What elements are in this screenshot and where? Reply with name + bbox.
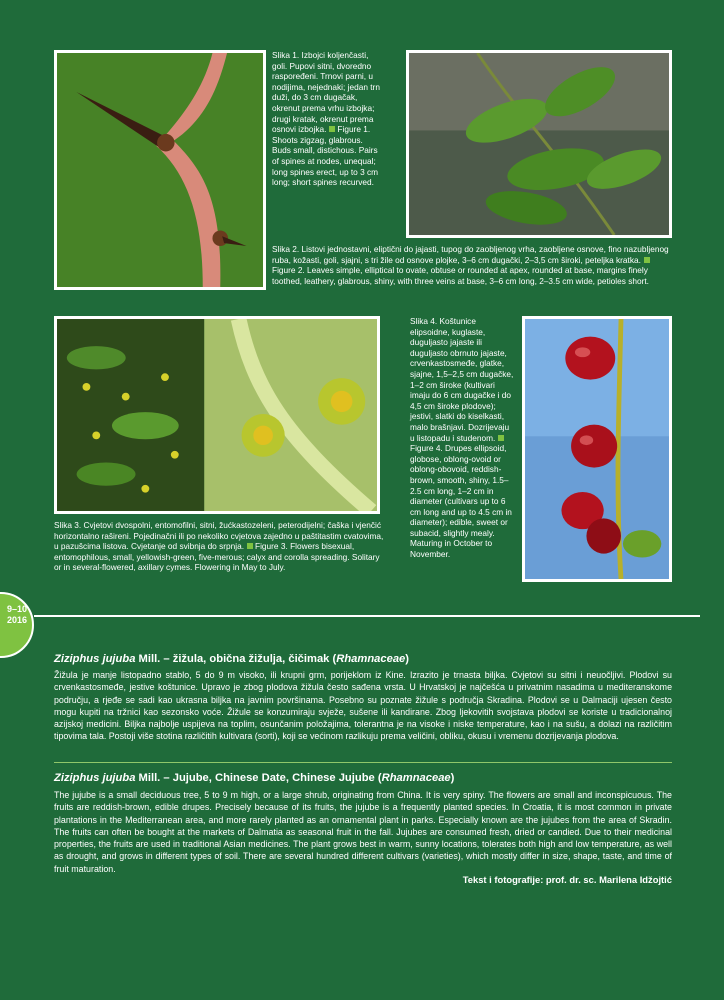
square-marker-icon bbox=[247, 543, 253, 549]
caption-figure-1 bbox=[272, 50, 384, 188]
en-section-text: The jujube is a small deciduous tree, 5 to 9 m high, or a large shrub, originating from China. It is very spiny. The flowers are small and inconspicuous. The fruits are reddish-brown, edible drupes. Precisely because of its fruits, the jujube is a frequently planted species. In Croatia, it is most common in private plantations in the Mediterranean area, and more rarely planted as an ornamental plant in parks. Especially known are the jujubes from the area of Skradin. The fruits can often be bought at the markets of Dalmatia as seasonal fruit in the fall. Jujubes are consumed fresh, dried or candied. Due to their medicinal properties, the fruits are used in traditional Asian medicines. The plant grows best in warm, sunny locations, tolerates both high and low temperature, as well as drought, and grows in different types of soil. There are several hundred different cultivars (varieties), which mostly differ in size, shape, taste, and time of fruit maturation. bbox=[54, 790, 672, 874]
caption-figure-3 bbox=[54, 520, 384, 573]
issue-badge-text bbox=[2, 604, 32, 626]
family-name: Rhamnaceae bbox=[381, 772, 451, 784]
family-name: Rhamnaceae bbox=[336, 653, 406, 665]
en-section-title bbox=[54, 772, 454, 784]
divider bbox=[54, 762, 672, 763]
photo-shoot-spines bbox=[54, 50, 266, 290]
square-marker-icon bbox=[329, 126, 335, 132]
issue-number: 9–10 bbox=[6, 604, 28, 614]
photo-fruits bbox=[522, 316, 672, 582]
caption-figure-2-hr: Slika 2. Listovi jednostavni, eliptični do jajasti, tupog do zaobljenog vrha, zaobljene osnove, fino nazubljenog ruba, kožasti, goli, sjajni, s tri žile od osnove plojke, 3–6 cm dugački, 2–3,5 cm široki, peteljka kratka. bbox=[272, 244, 669, 265]
photo-leaves bbox=[406, 50, 672, 238]
caption-figure-2-en: Figure 2. Leaves simple, elliptical to ovate, obtuse or rounded at apex, rounded at base, margins finely toothed, leathery, glabrous, shiny, with three veins at base, 3–6 cm long, 2–3.5 cm wide, petioles short. bbox=[272, 265, 649, 286]
species-name: Ziziphus jujuba bbox=[54, 772, 136, 784]
caption-figure-4 bbox=[410, 316, 514, 560]
species-name: Ziziphus jujuba bbox=[54, 653, 136, 665]
issue-year: 2016 bbox=[6, 615, 28, 625]
caption-figure-4-hr: Slika 4. Koštunice elipsoidne, kuglaste, duguljasto jajaste ili duguljasto obrnuto jajaste, crvenkastosmeđe, glatke, sjajne, 1,5–2,5 cm dugačke, 1–2 cm široke (kultivari imaju do 6 cm dugačke i do 4,5 cm široke plodove); jestivi, slatki do kiselkasti, malo brašnjavi. Dozrijevaju u listopadu i studenom. bbox=[410, 316, 514, 443]
square-marker-icon bbox=[498, 435, 504, 441]
photo-credit: Tekst i fotografije: prof. dr. sc. Marilena Idžojtić bbox=[462, 874, 672, 885]
title-end: ) bbox=[405, 653, 409, 665]
title-text: Mill. – žižula, obična žižulja, čičimak ( bbox=[135, 653, 337, 665]
caption-figure-1-en: Figure 1. Shoots zigzag, glabrous. Buds small, distichous. Pairs of spines at nodes, unequal; long spines erect, up to 3 cm long; short spines recurved. bbox=[272, 124, 379, 188]
square-marker-icon bbox=[644, 257, 650, 263]
hr-section-title bbox=[54, 653, 409, 665]
title-end: ) bbox=[450, 772, 455, 784]
photo-flowers bbox=[54, 316, 380, 514]
caption-figure-1-hr: Slika 1. Izbojci koljenčasti, goli. Pupovi sitni, dvoredno raspoređeni. Trnovi parni, u nodijima, nejednaki; jedan trn duži, do 3 cm dugačak, okrenut prema vrhu izbojka; drugi kratak, okrenut prema osnovi izbojka. bbox=[272, 50, 380, 135]
hr-section-text: Žižula je manje listopadno stablo, 5 do 9 m visoko, ili krupni grm, porijeklom iz Kine. Izrazito je trnasta biljka. Cvjetovi su sitni i neuočljivi. Plodovi su crvenkastosmeđe, jestive koštunice. Upravo je zbog plodova žižula često sađena vrsta. U Hrvatskoj je najčešća u privatnim nasadima u mediteranskome području, a rjeđe se sadi kao ukrasna biljka na javnim površinama. Posebno su poznate žižule s područja Skradina. Plodovi se u Dalmaciji ujesen često mogu kupiti na tržnici kao sezonsko voće. Žižule se konzumiraju svježe, sušene ili kandirane. Zbog ljekovitih svojstava plodovi se koriste u tradicionalnoj azijskoj medicini. Biljka najbolje uspijeva na toplim, osunčanim položajima, tolerantna je na visoke i niske temperature, kao i na sušu, a dolazi na različitim tipovima tala. Postoji više stotina različitih kultivara (sorti), koji se većinom razlikuju prema veličini, obliku, okusu i vremenu dozrijevanja plodova. bbox=[54, 670, 672, 742]
caption-figure-3-hr: Slika 3. Cvjetovi dvospolni, entomofilni, sitni, žućkastozeleni, peterodijelni; čaška i vjenčić horizontalno rašireni. Pojedinačni ili po nekoliko cvjetova zajedno u paštitastim cvatovima, u pazušcima listova. Cvjetanje od svibnja do srpnja. bbox=[54, 520, 384, 552]
caption-figure-3-en: Figure 3. Flowers bisexual, entomophilous, small, yellowish-green, five-merous; calyx and corolla spreading. Solitary or in several-flowered, axillary cymes. Flowering in May to July. bbox=[54, 541, 380, 573]
caption-figure-2 bbox=[272, 244, 672, 286]
title-text: Mill. – Jujube, Chinese Date, Chinese Jujube ( bbox=[135, 772, 382, 784]
section-rule bbox=[34, 615, 700, 617]
caption-figure-4-en: Figure 4. Drupes ellipsoid, globose, oblong-ovoid or oblong-obovoid, reddish-brown, smooth, shiny, 1.5–2.5 cm long, 1–2 cm in diameter (cultivars up to 6 cm long and up to 4.5 cm in diameter); edible, sweet or subacid, slightly mealy. Maturing in October to November. bbox=[410, 443, 512, 560]
